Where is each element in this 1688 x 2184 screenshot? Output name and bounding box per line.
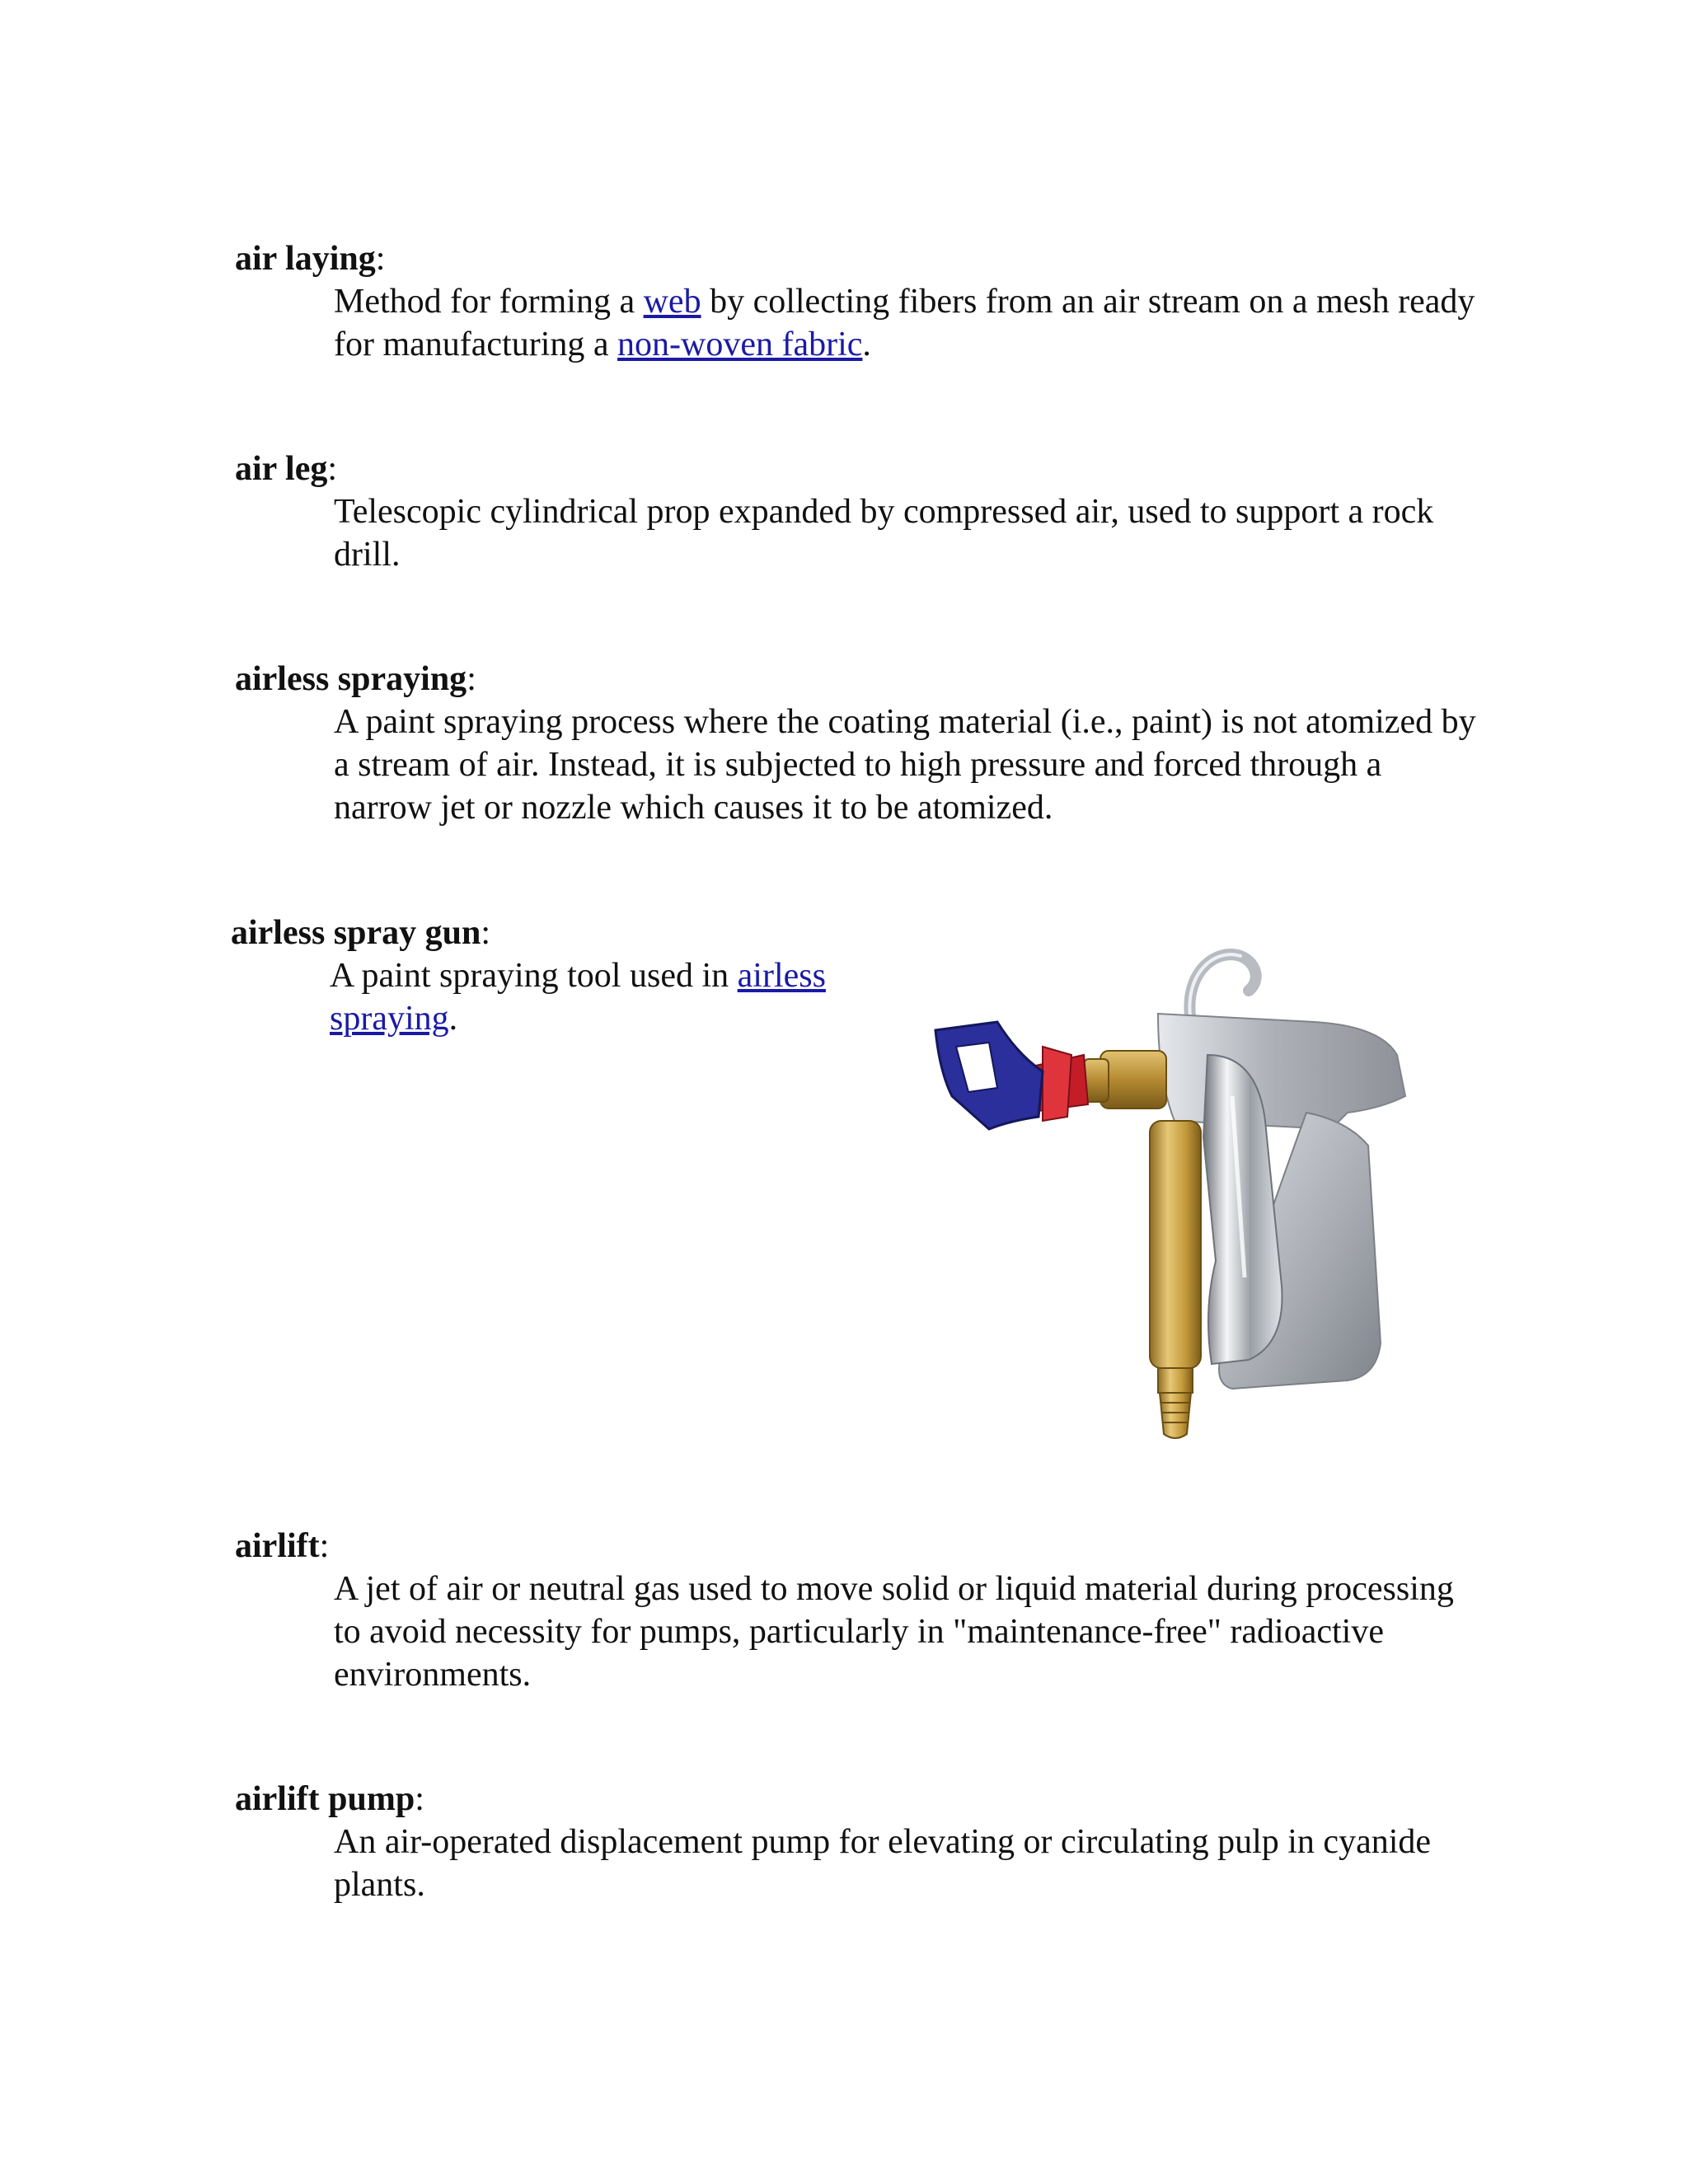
term-heading: air leg xyxy=(235,450,328,488)
web-link[interactable]: web xyxy=(643,283,701,321)
term-colon: : xyxy=(319,1527,330,1565)
definition-part: . xyxy=(862,326,871,363)
term-heading: airlift xyxy=(235,1527,320,1565)
term-line xyxy=(235,658,1488,701)
glossary-entry xyxy=(235,658,1488,829)
definition-part: by collecting fibers from an air stream on a mesh ready for manufacturing a xyxy=(334,283,1475,363)
term-colon: : xyxy=(415,1780,424,1818)
definition-part: A paint spraying tool used in xyxy=(330,957,738,995)
term-line xyxy=(235,1778,1488,1821)
gun-barrel-connector xyxy=(1100,1051,1166,1108)
term-heading: airless spraying xyxy=(235,660,467,698)
glossary-entry xyxy=(235,448,1488,576)
term-line xyxy=(235,237,1488,280)
non-woven-fabric-link[interactable]: non-woven fabric xyxy=(617,326,863,363)
definition-text: An air-operated displacement pump for elevating or circulating pulp in cyanide plants. xyxy=(334,1823,1432,1904)
gun-filter-tube xyxy=(1150,1121,1201,1368)
airless-spray-gun-image xyxy=(919,931,1430,1451)
term-colon: : xyxy=(481,914,491,952)
glossary-entry xyxy=(235,237,1488,366)
term-colon: : xyxy=(375,240,386,278)
term-heading: airless spray gun xyxy=(231,914,481,952)
definition-text: A jet of air or neutral gas used to move solid or liquid material during processing to avoid necessity for pumps, particularly in "maintenance-free" radioactive environments. xyxy=(334,1570,1454,1694)
term-heading: airlift pump xyxy=(235,1780,415,1818)
definition-text: Telescopic cylindrical prop expanded by compressed air, used to support a rock drill. xyxy=(334,493,1434,574)
glossary-entry xyxy=(235,1525,1488,1696)
spray-gun-illustration xyxy=(919,931,1430,1451)
gun-body xyxy=(1158,1014,1405,1129)
glossary-entry xyxy=(235,1778,1488,1906)
term-line xyxy=(235,1525,1488,1568)
definition-text xyxy=(330,954,890,1040)
term-colon: : xyxy=(467,660,476,698)
term-line xyxy=(235,448,1488,490)
definition-text xyxy=(334,280,1488,366)
definition-part: . xyxy=(448,1000,458,1038)
definition-text: A paint spraying process where the coating material (i.e., paint) is not atomized by a stream of air. Instead, it is subjected to high pressure and forced through a narrow jet or nozzle which causes it to be atomized. xyxy=(334,703,1476,827)
term-heading: air laying xyxy=(235,240,376,278)
gun-hook xyxy=(1189,954,1255,1022)
airless-spraying-link[interactable]: airless spraying xyxy=(330,957,826,1038)
definition-part: Method for forming a xyxy=(334,283,644,321)
term-colon: : xyxy=(327,450,338,488)
